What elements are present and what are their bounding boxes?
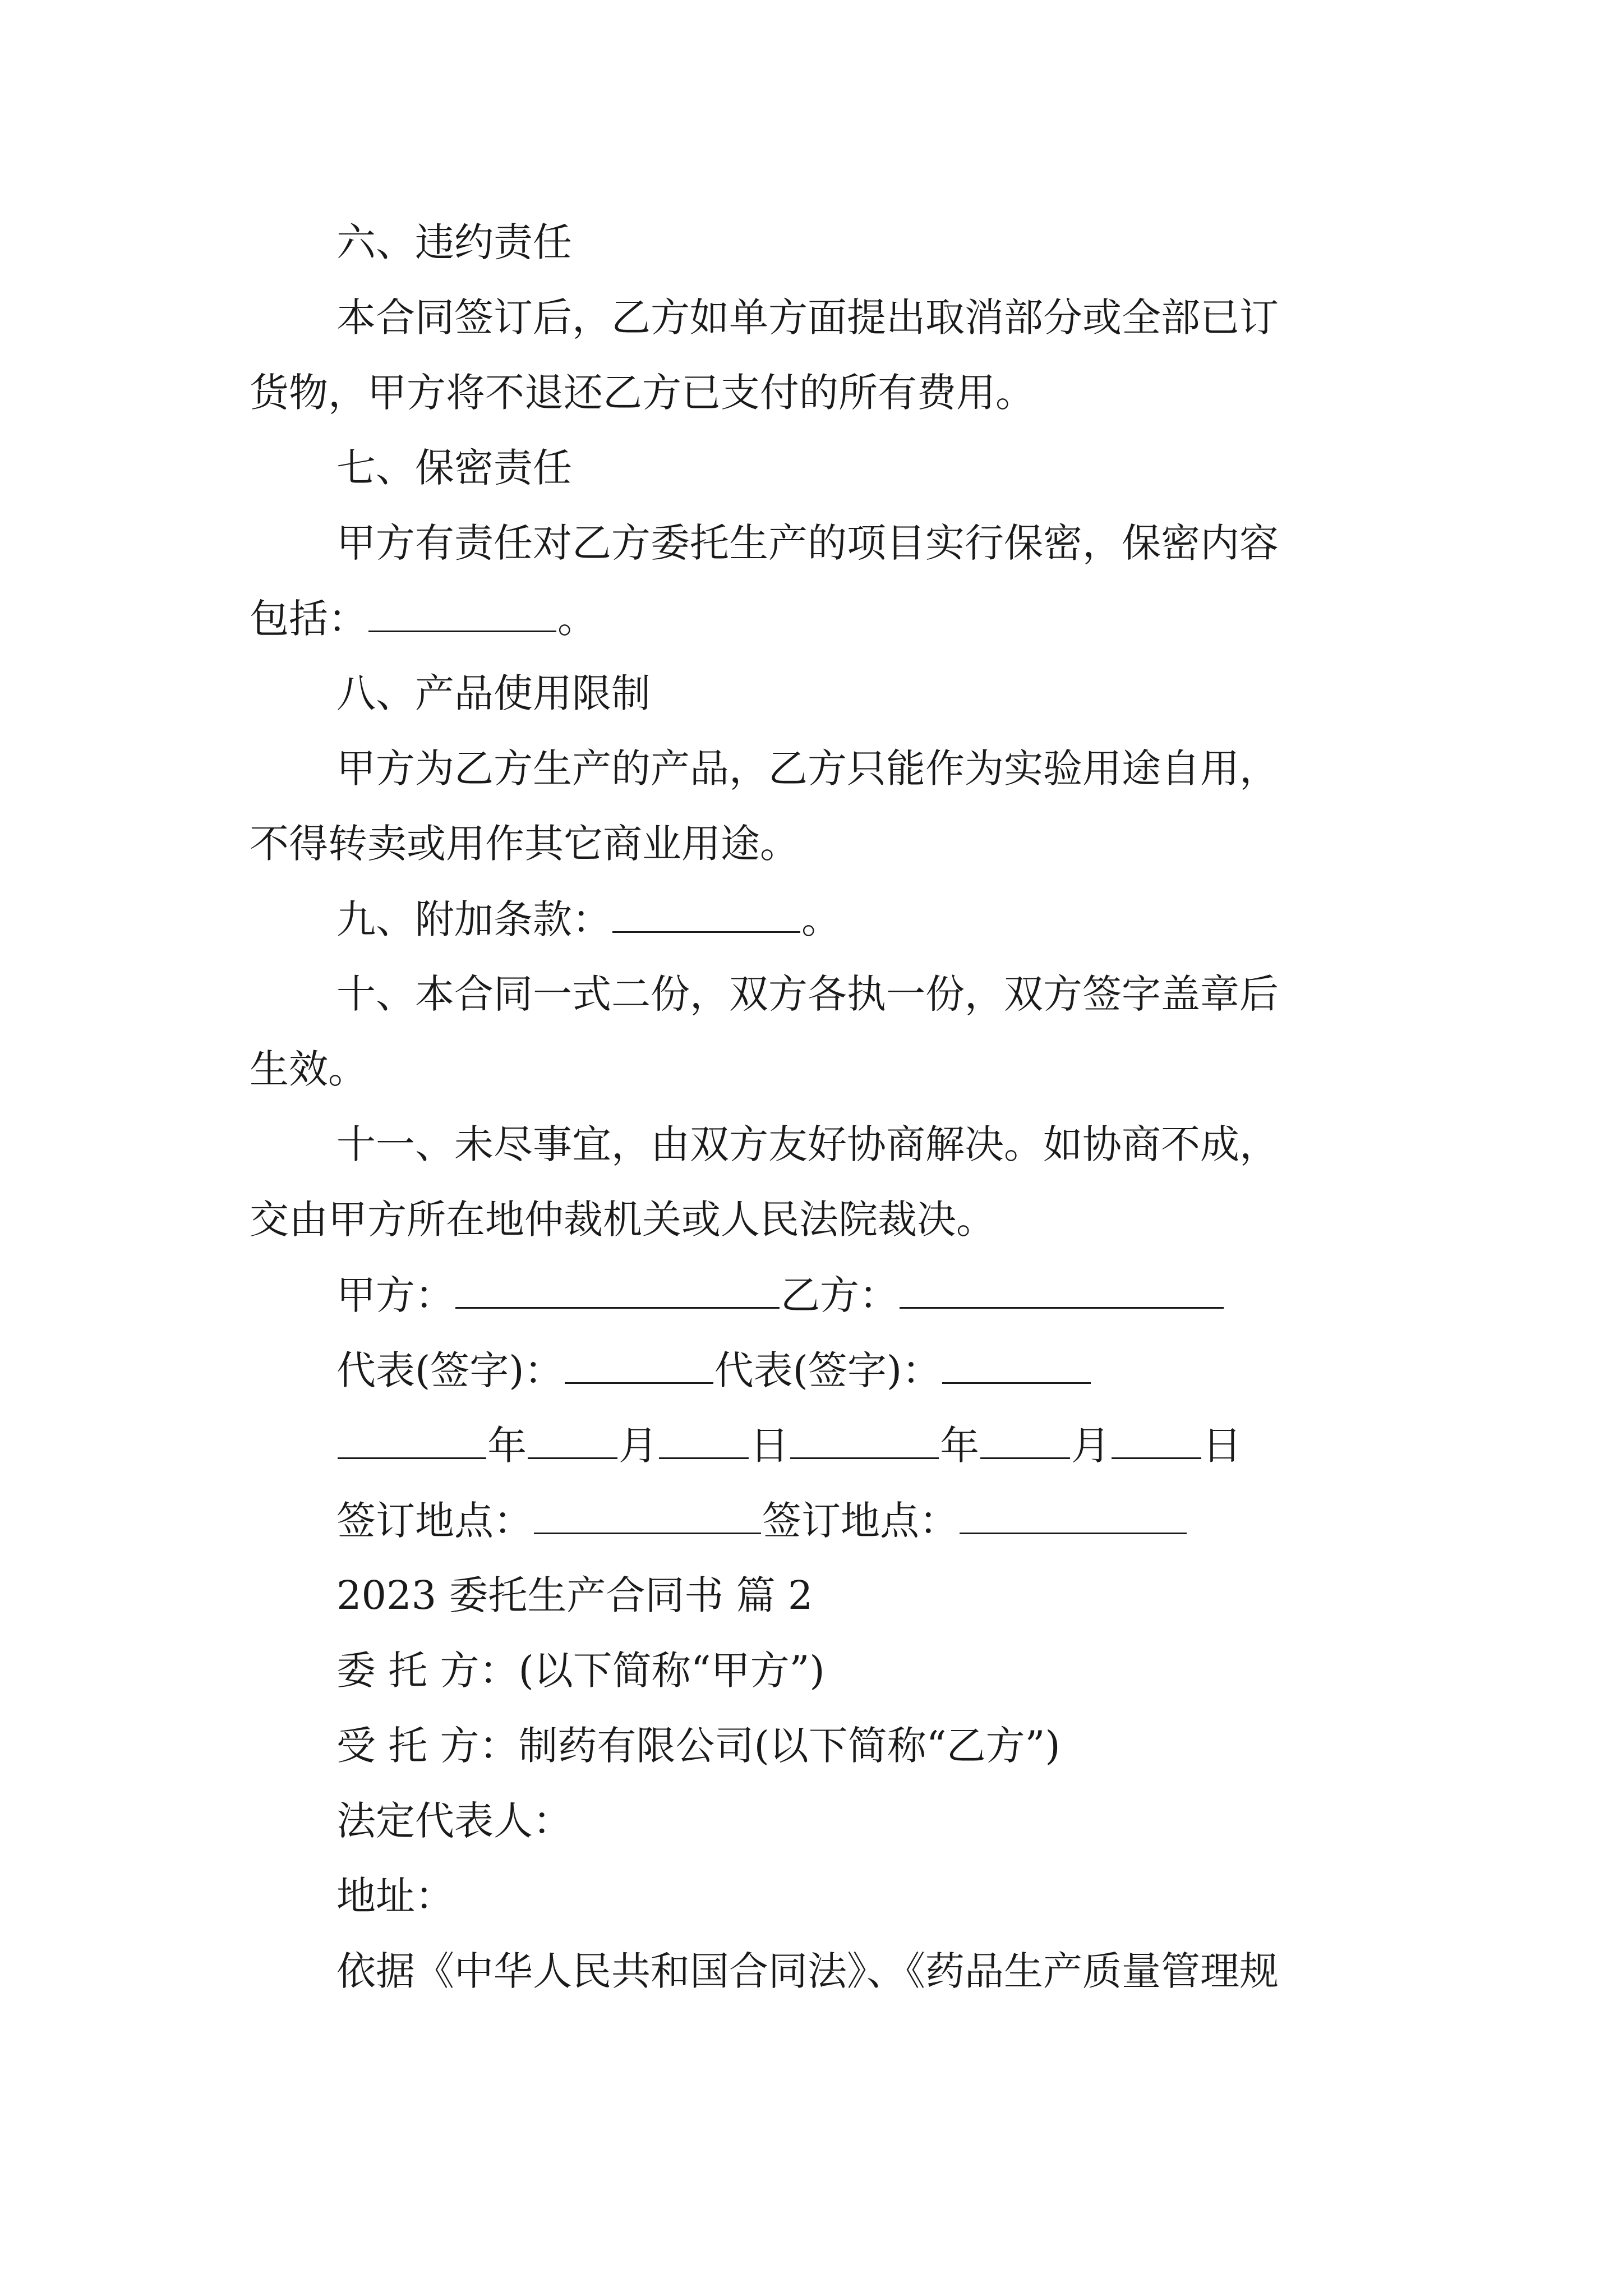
paragraph-line: 十一、未尽事宜，由双方友好协商解决。如协商不成， <box>336 1121 1279 1167</box>
paragraph-line: 十、本合同一式二份，双方各执一份，双方签字盖章后 <box>336 971 1279 1017</box>
paragraph-line <box>250 591 597 645</box>
representative-label: 代表(签字)： <box>336 1347 564 1393</box>
blank-field <box>942 1343 1091 1384</box>
field-label: 包括： <box>250 596 367 642</box>
paragraph-line: 甲方有责任对乙方委托生产的项目实行保密，保密内容 <box>336 520 1279 566</box>
blank-field <box>455 1268 780 1309</box>
blank-field <box>565 1343 713 1384</box>
blank-field <box>980 1418 1070 1459</box>
section-heading-breach-liability: 六、违约责任 <box>336 219 572 265</box>
punctuation: 。 <box>801 896 841 942</box>
party-a-label: 甲方： <box>336 1272 454 1318</box>
blank-field <box>534 1493 761 1534</box>
paragraph-line: 甲方为乙方生产的产品，乙方只能作为实验用途自用， <box>336 746 1279 792</box>
blank-field <box>368 591 556 632</box>
paragraph-line: 本合同签订后，乙方如单方面提出取消部分或全部已订 <box>336 295 1279 341</box>
day-label: 日 <box>1202 1423 1242 1469</box>
year-label: 年 <box>940 1423 979 1469</box>
contractor-line: 受 托 方：制药有限公司(以下简称“乙方”) <box>336 1723 1061 1769</box>
signing-place-line <box>336 1493 1188 1547</box>
blank-field <box>960 1493 1187 1534</box>
client-line: 委 托 方：(以下简称“甲方”) <box>336 1648 825 1694</box>
field-label: 九、附加条款： <box>336 896 611 942</box>
signature-party-line <box>336 1268 1225 1322</box>
blank-field <box>1112 1418 1201 1459</box>
paragraph-line: 交由甲方所在地仲裁机关或人民法院裁决。 <box>250 1197 995 1243</box>
section-heading-usage-restriction: 八、产品使用限制 <box>336 670 651 716</box>
signature-date-line <box>336 1418 1242 1472</box>
paragraph-line: 货物，甲方将不退还乙方已支付的所有费用。 <box>250 370 1035 416</box>
paragraph-line: 依据《中华人民共和国合同法》、《药品生产质量管理规 <box>336 1948 1279 1994</box>
paragraph-line: 生效。 <box>250 1046 367 1092</box>
month-label: 月 <box>619 1423 658 1469</box>
document-section-title: 2023 委托生产合同书 篇 2 <box>336 1572 813 1618</box>
punctuation: 。 <box>557 596 597 642</box>
day-label: 日 <box>750 1423 789 1469</box>
paragraph-line <box>336 892 841 946</box>
blank-field <box>528 1418 617 1459</box>
signing-place-label: 签订地点： <box>762 1498 958 1544</box>
signing-place-label: 签订地点： <box>336 1498 533 1544</box>
blank-field <box>790 1418 939 1459</box>
paragraph-line: 不得转卖或用作其它商业用途。 <box>250 821 799 867</box>
party-b-label: 乙方： <box>781 1272 898 1318</box>
blank-field <box>612 892 800 933</box>
blank-field <box>659 1418 749 1459</box>
year-label: 年 <box>487 1423 527 1469</box>
representative-label: 代表(签字)： <box>714 1347 942 1393</box>
signature-representative-line <box>336 1343 1092 1397</box>
month-label: 月 <box>1071 1423 1110 1469</box>
blank-field <box>900 1268 1224 1309</box>
legal-representative-line: 法定代表人： <box>336 1798 572 1844</box>
blank-field <box>338 1418 486 1459</box>
section-heading-confidentiality: 七、保密责任 <box>336 445 572 491</box>
address-line: 地址： <box>336 1873 454 1919</box>
